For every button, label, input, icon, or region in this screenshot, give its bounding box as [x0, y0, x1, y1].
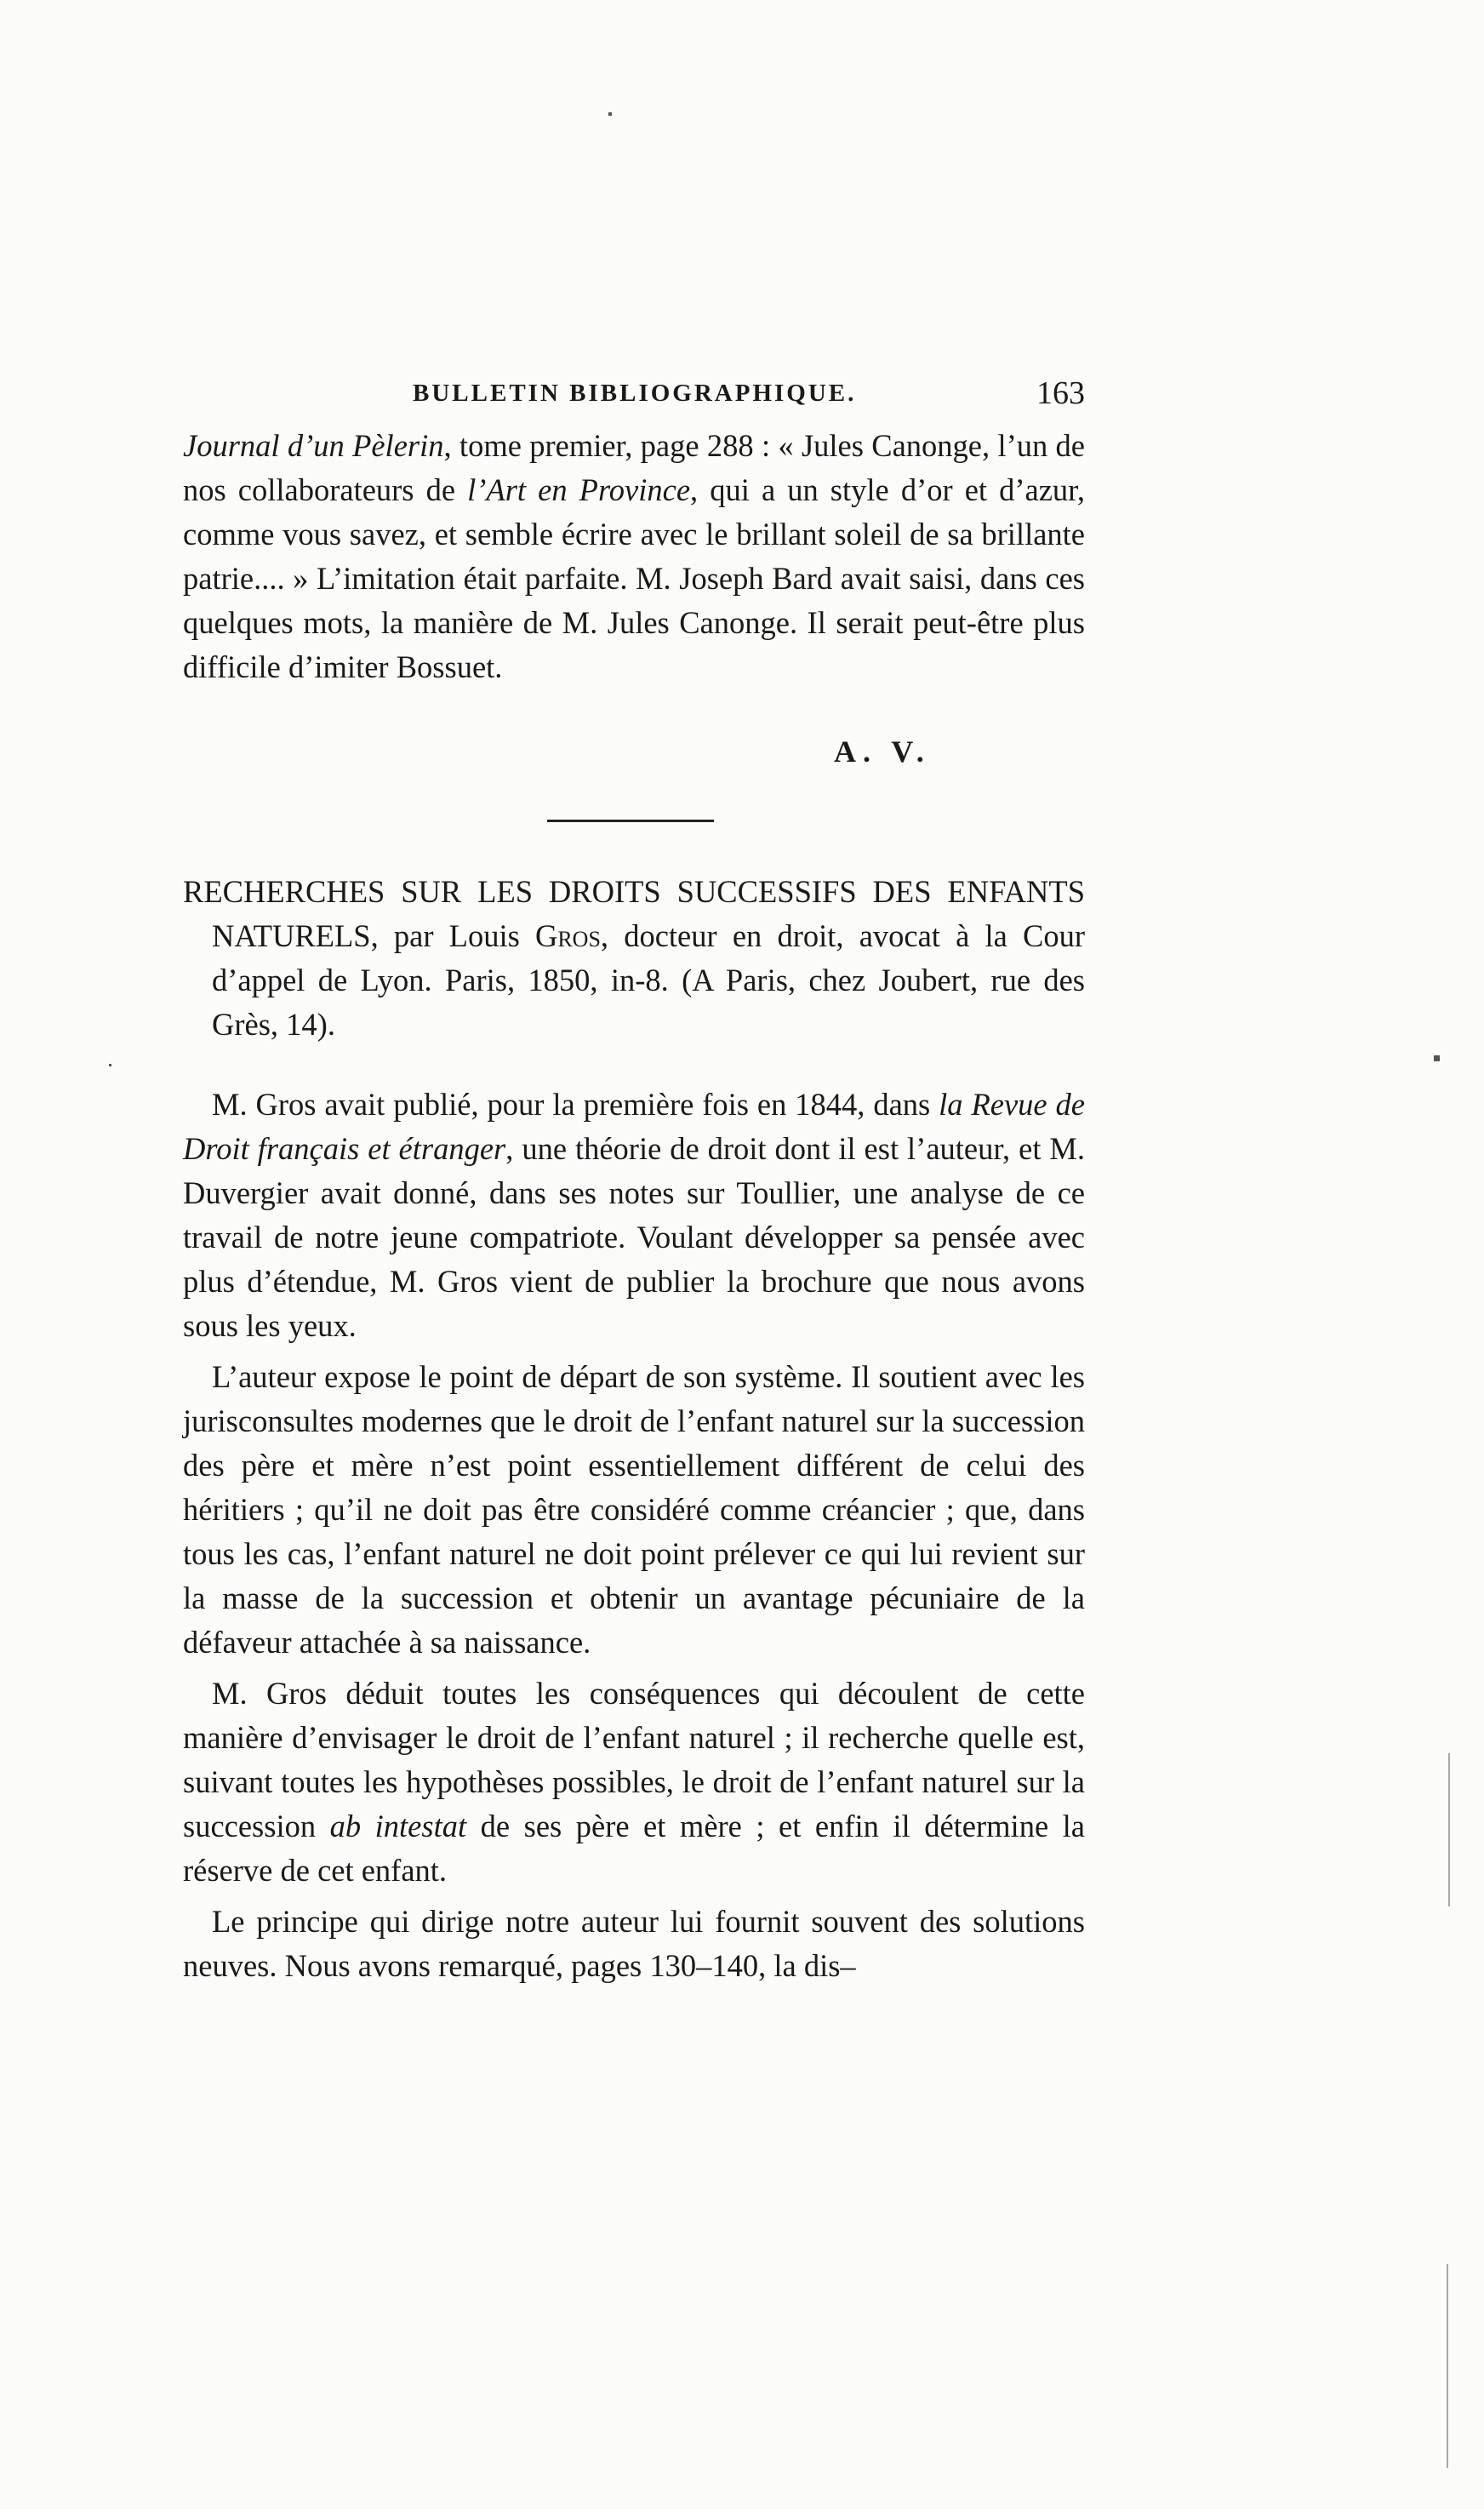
review-title-art-en-province: l’Art en Province	[467, 472, 691, 507]
review-citation: NATURELS, par Louis Gros, docteur en droit, avocat à la Cour d’appel de Lyon. Paris, 1850, in-8. (A Paris, chez Joubert, rue des Grès, 14).	[212, 918, 1086, 1042]
scan-speck	[109, 1064, 111, 1066]
running-head: BULLETIN BIBLIOGRAPHIQUE.	[413, 380, 857, 407]
author-name: Gros	[534, 918, 601, 953]
scan-edge-mark	[1448, 1753, 1450, 1906]
intro-text: Journal d’un Pèlerin, tome premier, page 288 : « Jules Canonge, l’un de nos collaborateurs de l’Art en Province, qui a un style d’or et d’azur, comme vous savez, et semble écrire avec le brillant soleil de sa brillante patrie.... » L’imitation était parfaite. M. Joseph Bard avait saisi, dans ces quelques mots, la manière de M. Jules Canonge. Il serait peut-être plus difficile d’imiter Bossuet.	[183, 428, 1085, 684]
review-body	[183, 1083, 1085, 1995]
section-divider	[547, 820, 714, 822]
scan-speck	[608, 112, 612, 116]
latin-term: ab intestat	[329, 1809, 467, 1843]
author-signature: A. V.	[834, 734, 931, 769]
intro-paragraph	[183, 424, 1085, 689]
journal-title: Journal d’un Pèlerin	[183, 428, 444, 463]
scan-speck	[1434, 1055, 1440, 1061]
page-header	[183, 371, 1085, 422]
body-paragraph-3: M. Gros déduit toutes les conséquences qui découlent de cette manière d’envisager le droit de l’enfant naturel ; il recherche quelle est, suivant toutes les hypothèses possibles, le droit de l’enfant naturel sur la succession ab intestat de ses père et mère ; et enfin il détermine la réserve de cet enfant.	[183, 1676, 1086, 1888]
body-paragraph-4: Le principe qui dirige notre auteur lui fournit souvent des solutions neuves. Nous avons remarqué, pages 130–140, la dis–	[183, 1904, 1085, 1983]
body-paragraph-1: M. Gros avait publié, pour la première fois en 1844, dans la Revue de Droit français et étranger, une théorie de droit dont il est l’auteur, et M. Duvergier avait donné, dans ses notes sur Toullier, une analyse de ce travail de notre jeune compatriote. Voulant développer sa pensée avec plus d’étendue, M. Gros vient de publier la brochure que nous avons sous les yeux.	[183, 1087, 1085, 1343]
page-number: 163	[1036, 375, 1085, 411]
review-heading	[183, 870, 1085, 1047]
review-title-line: RECHERCHES SUR LES DROITS SUCCESSIFS DES ENFANTS	[183, 874, 1085, 909]
scan-edge-mark	[1447, 2264, 1448, 2468]
body-paragraph-2: L’auteur expose le point de départ de son système. Il soutient avec les jurisconsultes modernes que le droit de l’enfant naturel sur la succession des père et mère n’est point essentiellement différent de celui des héritiers ; qu’il ne doit pas être considéré comme créancier ; que, dans tous les cas, l’enfant naturel ne doit point prélever ce qui lui revient sur la masse de la succession et obtenir un avantage pécuniaire de la défaveur attachée à sa naissance.	[183, 1359, 1085, 1660]
revue-title: la Revue de Droit français et étranger	[183, 1087, 1085, 1166]
